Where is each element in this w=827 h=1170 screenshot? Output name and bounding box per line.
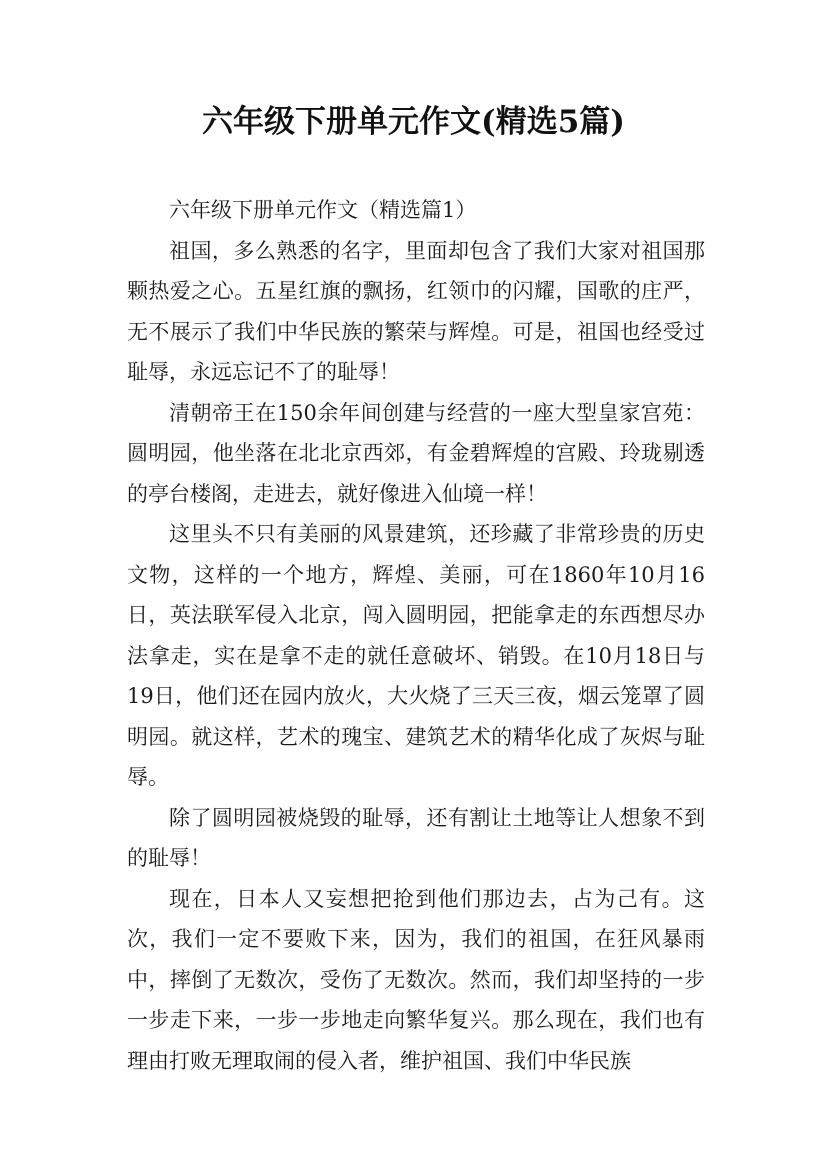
paragraph: 清朝帝王在150余年间创建与经营的一座大型皇家宫苑：圆明园，他坐落在北北京西郊，有金碧辉煌的宫殿、玲珑剔透的亭台楼阁，走进去，就好像进入仙境一样！ — [127, 400, 705, 506]
paragraph: 除了圆明园被烧毁的耻辱，还有割让土地等让人想象不到的耻辱！ — [127, 805, 705, 870]
paragraph: 祖国，多么熟悉的名字，里面却包含了我们大家对祖国那颗热爱之心。五星红旗的飘扬，红领巾的闪耀，国歌的庄严，无不展示了我们中华民族的繁荣与辉煌。可是，祖国也经受过耻辱，永远忘记不了的耻辱！ — [127, 238, 705, 384]
paragraph: 现在，日本人又妄想把抢到他们那边去，占为己有。这次，我们一定不要败下来，因为，我们的祖国，在狂风暴雨中，摔倒了无数次，受伤了无数次。然而，我们却坚持的一步一步走下来，一步一步地走向繁华复兴。那么现在，我们也有理由打败无理取闹的侵入者，维护祖国、我们中华民族 — [127, 886, 705, 1073]
section-heading: 六年级下册单元作文（精选篇1） — [169, 198, 477, 222]
document-body — [127, 190, 705, 1081]
paragraph: 这里头不只有美丽的风景建筑，还珍藏了非常珍贵的历史文物，这样的一个地方，辉煌、美丽，可在1860年10月16日，英法联军侵入北京，闯入圆明园，把能拿走的东西想尽办法拿走，实在是拿不走的就任意破坏、销毁。在10月18日与19日，他们还在园内放火，大火烧了三天三夜，烟云笼罩了圆明园。就这样，艺术的瑰宝、建筑艺术的精华化成了灰烬与耻辱。 — [127, 522, 705, 789]
document-title: 六年级下册单元作文(精选5篇) — [202, 104, 625, 140]
